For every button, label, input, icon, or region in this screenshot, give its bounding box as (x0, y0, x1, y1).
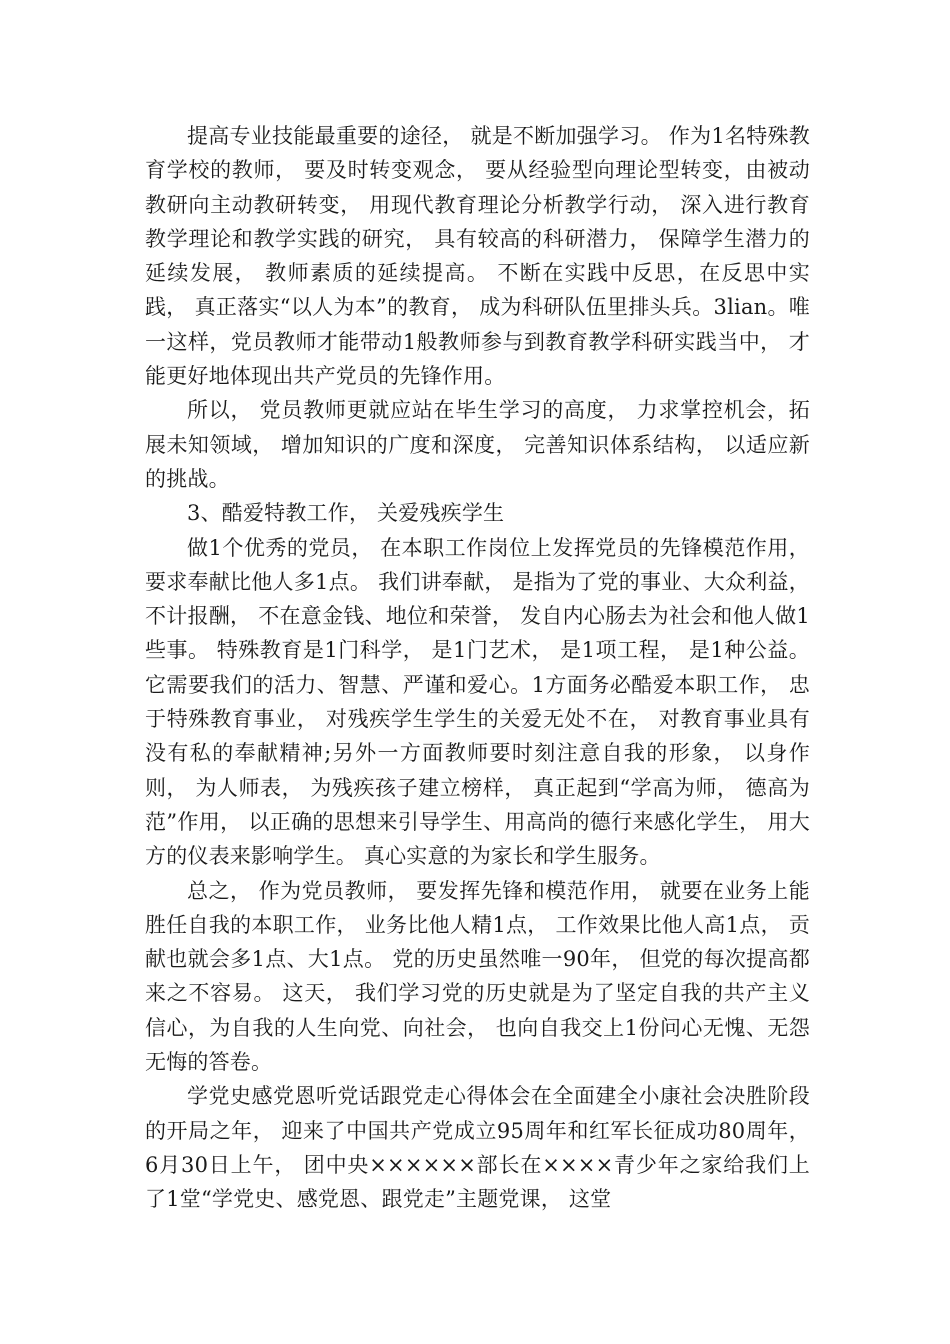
section-heading-love-special-education: 3、酷爱特教工作， 关爱残疾学生 (187, 501, 505, 526)
document-body (145, 119, 810, 1217)
paragraph-lifelong-learning: 所以， 党员教师更就应站在毕生学习的高度， 力求掌控机会，拓展未知领域， 增加知识的广度和深度， 完善知识体系结构， 以适应新的挑战。 (145, 398, 810, 491)
paragraph-professional-skills: 提高专业技能最重要的途径， 就是不断加强学习。 作为1名特殊教育学校的教师， 要及时转变观念， 要从经验型向理论型转变，由被动教研向主动教研转变， 用现代教育理论分析教学行动， 深入进行教育教学理论和教学实践的研究， 具有较高的科研潜力， 保障学生潜力的延续发展， 教师素质的延续提高。 不断在实践中反思，在反思中实践， 真正落实“以人为本”的教育， 成为科研队伍里排头兵。3lian。唯一这样，党员教师才能带动1般教师参与到教育教学科研实践当中， 才能更好地体现出共产党员的先锋作用。 (145, 124, 810, 389)
paragraph-party-history-reflection: 学党史感党恩听党话跟党走心得体会在全面建全小康社会决胜阶段的开局之年， 迎来了中国共产党成立95周年和红军长征成功80周年， 6月30日上午， 团中央××××××部长在××××青少年之家给我们上了1堂“学党史、感党恩、跟党走”主题党课， 这堂 (145, 1084, 810, 1212)
paragraph-conclusion: 总之， 作为党员教师， 要发挥先锋和模范作用， 就要在业务上能胜任自我的本职工作， 业务比他人精1点， 工作效果比他人高1点， 贡献也就会多1点、大1点。 党的历史虽然唯一90年， 但党的每次提高都来之不容易。 这天， 我们学习党的历史就是为了坚定自我的共产主义信心，为自我的人生向党、向社会， 也向自我交上1份问心无愧、无怨无悔的答卷。 (145, 878, 810, 1075)
paragraph-dedication: 做1个优秀的党员， 在本职工作岗位上发挥党员的先锋模范作用， 要求奉献比他人多1点。 我们讲奉献， 是指为了党的事业、大众利益， 不计报酬， 不在意金钱、地位和荣誉， 发自内心肠去为社会和他人做1些事。 特殊教育是1门科学， 是1门艺术， 是1项工程， 是1种公益。 它需要我们的活力、智慧、严谨和爱心。1方面务必酷爱本职工作， 忠于特殊教育事业， 对残疾学生学生的关爱无处不在， 对教育事业具有没有私的奉献精神;另外一方面教师要时刻注意自我的形象， 以身作则， 为人师表， 为残疾孩子建立榜样， 真正起到“学高为师， 德高为范”作用， 以正确的思想来引导学生、用高尚的德行来感化学生， 用大方的仪表来影响学生。 真心实意的为家长和学生服务。 (145, 535, 810, 869)
